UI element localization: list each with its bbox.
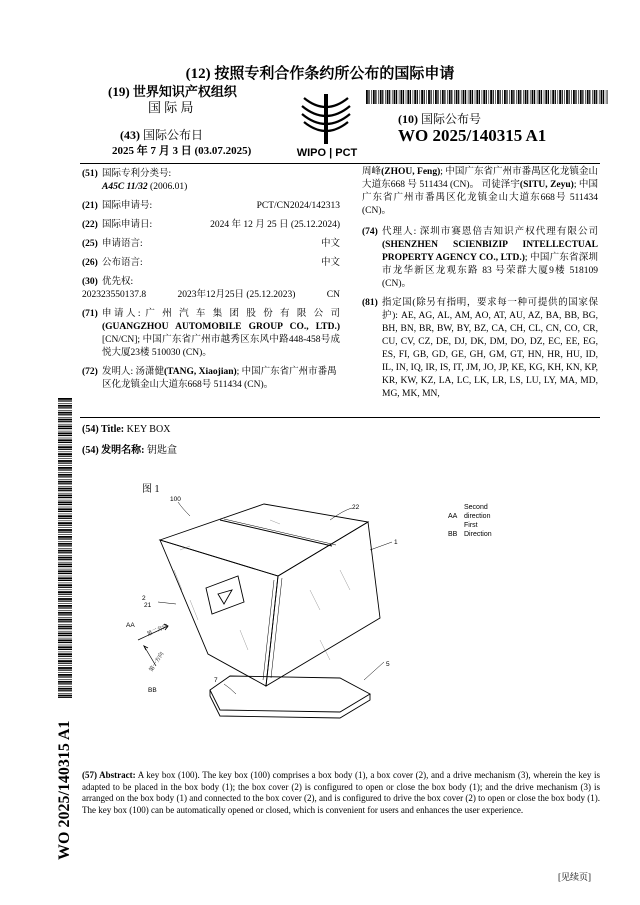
org-bureau: 国 际 局 — [148, 100, 194, 115]
figure-label: 图 1 — [142, 484, 160, 495]
base-plate — [210, 676, 370, 712]
ref-21: 21 — [144, 602, 152, 609]
ref-100: 100 — [170, 496, 181, 503]
field-21: (21) 国际申请号: PCT/CN2024/142313 — [82, 201, 340, 211]
label-aa: AA — [126, 622, 135, 629]
organization-block — [108, 84, 237, 116]
side-pub-number: WO 2025/140315 A1 — [56, 720, 73, 860]
base-plate-edge — [210, 690, 370, 718]
field-25: (25) 申请语言: 中文 — [82, 239, 340, 249]
right-bibliographic-column — [362, 166, 598, 407]
field-26: (26) 公布语言: 中文 — [82, 258, 340, 268]
wipo-logo-icon — [282, 92, 372, 160]
continued-note: [见续页] — [558, 872, 591, 882]
logo-text: WIPO | PCT — [296, 147, 358, 159]
mid-divider — [80, 417, 600, 418]
field-81-designated-states: (81) 指定国(除另有指明，要求每一种可提供的国家保护): AE, AG, AL, AM, AO, AT, AU, AZ, BA, BB, BG, BH, BN, BR, BW, BY, BZ, CA, CH, CL, CN, CO, CR, CU, CV, CZ, DE, DJ, DK, DM, DO, DZ, EC, EE, EG, ES, FI, GB, GD, GE, GH, GM, GT, HN, HR, HU, ID, IL, IN, IQ, IR, IS, IT, JM, JO, JP, KE, KG, KH, KN, KP, KR, KW, KZ, LA, LC, LK, LR, LS, LU, LY, MA, MD, MG, MK, MN, — [362, 298, 598, 399]
abstract: (57) Abstract: A key box (100). The key box (100) comprises a box body (1), a box cover (2), and a drive mechanism (3), wherein the key is adapted to be placed in the box body (1); the box cover (2) is configured to open or close the box body (1); and the drive mechanism (3) is arranged on the box body (1) and connected to the box cover (2), and is configured to drive the box cover (2) to open or close the box body (1). The key box (100) can be automatically opened or closed, which is convenient for users and enhances the user experience. — [82, 770, 600, 815]
ref-22: 22 — [352, 504, 360, 511]
side-barcode — [58, 398, 72, 698]
field-22: (22) 国际申请日: 2024 年 12 月 25 日 (25.12.2024) — [82, 220, 340, 230]
ref-1: 1 — [394, 539, 398, 546]
title-chinese: (54) 发明名称: 钥匙盒 — [82, 445, 177, 456]
ref-5: 5 — [386, 661, 390, 668]
pub-no-label: (10) 国际公布号 — [398, 112, 482, 126]
pub-date-label: (43) 国际公布日 — [120, 128, 204, 142]
label-bb: BB — [148, 687, 157, 694]
title-english: (54) Title: KEY BOX — [82, 424, 171, 435]
document-title: (12) 按照专利合作条约所公布的国际申请 — [185, 66, 455, 82]
pub-number: WO 2025/140315 A1 — [398, 126, 547, 145]
org-num: (19) — [108, 84, 130, 99]
field-72-inventor: (72) 发明人: 汤潇健(TANG, Xiaojian); 中国广东省广州市番禺区化龙镇金山大道东668号 511434 (CN)。 — [82, 367, 337, 390]
label-second-direction: 第二方向 — [146, 623, 169, 638]
field-74-agent: (74) 代理人: 深圳市赛恩倍吉知识产权代理有限公司(SHENZHEN SCIENBIZIP INTELLECTUAL PROPERTY AGENCY CO., LTD.); 中国广东省深圳市龙华新区龙观东路 83 号荣群大厦9楼 518109 (CN)。 — [362, 227, 598, 289]
left-bibliographic-column — [82, 168, 340, 398]
org-name: 世界知识产权组织 — [132, 84, 237, 99]
legend-bb: BBFirst Direction — [448, 522, 492, 538]
header-divider — [80, 163, 600, 164]
top-barcode — [366, 90, 608, 104]
ref-2: 2 — [142, 595, 146, 602]
label-first-direction: 第一方向 — [148, 651, 166, 674]
field-51: (51) 国际专利分类号: A45C 11/32 (2006.01) — [82, 169, 188, 192]
ref-7: 7 — [214, 677, 218, 684]
legend-aa: AASecond direction — [448, 504, 491, 520]
box-side-face — [266, 522, 380, 686]
field-71-applicant: (71) 申请人: 广 州 汽 车 集 团 股 份 有 限 公 司 (GUANGZHOU AUTOMOBILE GROUP CO., LTD.) [CN/CN]; 中国广东省广州市越秀区东风中路448-458号成悦大厦23楼 510030 (CN)。 — [82, 309, 340, 358]
box-front-face — [160, 540, 278, 686]
pub-date: 2025 年 7 月 3 日 (03.07.2025) — [112, 145, 252, 157]
field-30: (30) 优先权: 202323550137.8 2023年12月25日 (25.12.2023) CN — [82, 277, 340, 300]
box-top-face — [160, 504, 368, 576]
figure-legend — [448, 503, 492, 539]
inventor-continued: 周峰(ZHOU, Feng); 中国广东省广州市番禺区化龙镇金山大道东668 号 511434 (CN)。 司徒泽宇(SITU, Zeyu); 中国广东省广州市番禺区化龙镇金山大道东668号 511434 (CN)。 — [362, 167, 598, 216]
